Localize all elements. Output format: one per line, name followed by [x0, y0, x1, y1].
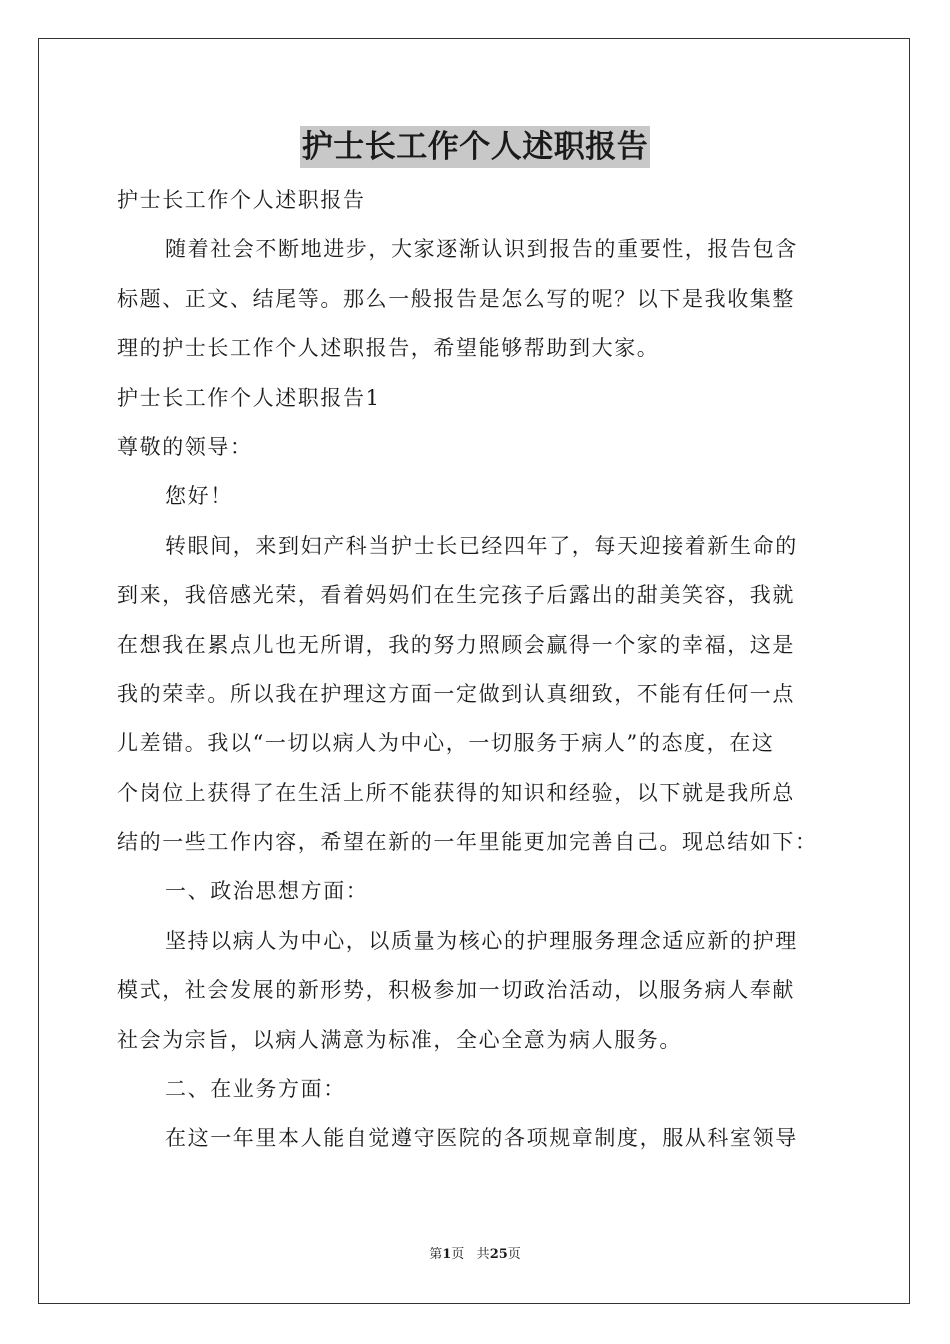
text-line: 随着社会不断地进步，大家逐渐认识到报告的重要性，报告包含	[165, 237, 798, 262]
footer-page-number: 1	[442, 1247, 452, 1262]
footer-page-prefix: 第	[429, 1247, 443, 1262]
text-line: 护士长工作个人述职报告1	[117, 385, 381, 410]
text-line: 尊敬的领导：	[117, 434, 253, 459]
text-line: 在这一年里本人能自觉遵守医院的各项规章制度，服从科室领导	[165, 1126, 798, 1151]
text-line: 护士长工作个人述职报告	[117, 188, 366, 212]
footer-page-suffix: 页	[451, 1247, 465, 1262]
footer-total-prefix: 共	[476, 1247, 490, 1262]
text-line: 到来，我倍感光荣，看着妈妈们在生完孩子后露出的甜美笑容，我就	[117, 583, 795, 608]
document-body	[117, 176, 835, 1164]
text-line: 我的荣幸。所以我在护理这方面一定做到认真细致，不能有任何一点	[117, 681, 795, 706]
text-line: 标题、正文、结尾等。那么一般报告是怎么写的呢？以下是我收集整	[117, 286, 795, 311]
text-line: 您好！	[165, 484, 233, 509]
text-line: 坚持以病人为中心，以质量为核心的护理服务理念适应新的护理	[165, 928, 798, 953]
text-line: 社会为宗旨，以病人满意为标准，全心全意为病人服务。	[117, 1027, 682, 1052]
footer-total-pages: 25	[489, 1247, 508, 1262]
text-line: 儿差错。我以“一切以病人为中心，一切服务于病人”的态度，在这	[117, 731, 775, 756]
text-line: 二、在业务方面：	[165, 1077, 346, 1102]
text-line: 一、政治思想方面：	[165, 879, 369, 904]
text-line: 转眼间，来到妇产科当护士长已经四年了，每天迎接着新生命的	[165, 533, 798, 558]
text-line: 理的护士长工作个人述职报告，希望能够帮助到大家。	[117, 336, 660, 361]
text-line: 在想我在累点儿也无所谓，我的努力照顾会赢得一个家的幸福，这是	[117, 632, 795, 657]
title-wrap	[0, 126, 950, 168]
document-title: 护士长工作个人述职报告	[300, 126, 651, 168]
text-line: 结的一些工作内容，希望在新的一年里能更加完善自己。现总结如下：	[117, 830, 818, 855]
page-footer	[0, 1245, 950, 1265]
text-line: 个岗位上获得了在生活上所不能获得的知识和经验，以下就是我所总	[117, 780, 795, 805]
text-line: 模式，社会发展的新形势，积极参加一切政治活动，以服务病人奉献	[117, 978, 795, 1003]
footer-total-suffix: 页	[507, 1247, 521, 1262]
